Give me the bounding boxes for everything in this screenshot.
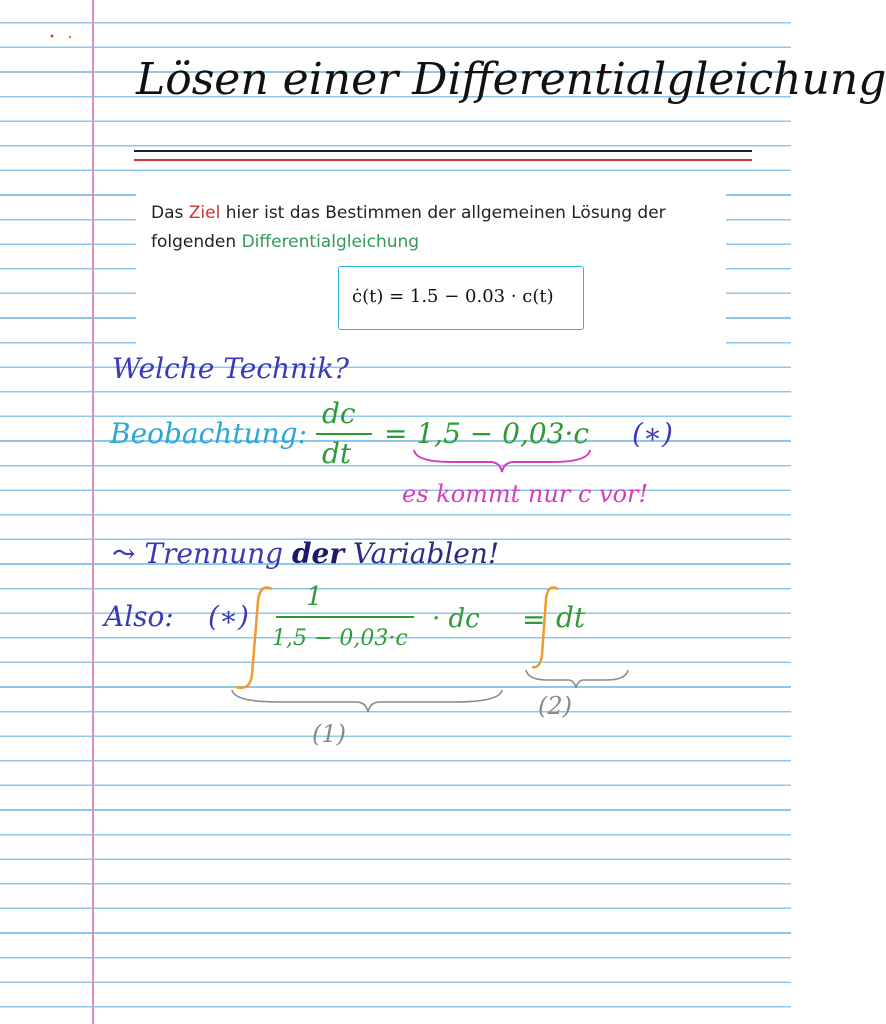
equation-rhs: = 1,5 − 0,03·c (384, 417, 590, 450)
fraction-denominator-dt: dt (322, 437, 352, 470)
also-label: Also: (104, 600, 174, 633)
label-1: (1) (312, 720, 346, 748)
integrand-numerator: 1 (306, 582, 323, 612)
intro-line-1 (151, 203, 666, 223)
star-marker: (∗) (632, 417, 673, 450)
intro-text-das: Das (151, 203, 184, 223)
method-line (112, 537, 500, 570)
label-2: (2) (538, 692, 572, 720)
brace-note: es kommt nur c vor! (402, 480, 649, 508)
integral-sign-left-icon (228, 583, 278, 693)
fraction-numerator-dc: dc (322, 397, 356, 430)
page-title: Lösen einer Differentialgleichung (136, 54, 886, 105)
underbrace-magenta (412, 448, 592, 476)
integral-equals: = (522, 603, 546, 636)
method-word-trennung: Trennung (144, 537, 284, 570)
intro-line-2 (151, 232, 419, 252)
intro-text-folgenden: folgenden (151, 232, 237, 252)
stray-marks (48, 30, 88, 42)
title-underline-red (134, 159, 752, 161)
method-word-variablen: Variablen! (353, 537, 500, 570)
underbrace-left-gray (230, 688, 504, 716)
also-star-marker: (∗) (208, 600, 249, 633)
title-underline-black (134, 150, 752, 152)
fraction-bar (316, 433, 372, 435)
intro-text-rest: hier ist das Bestimmen der allgemeinen Lösung der (225, 203, 666, 223)
rhs-integrand-dt: dt (556, 601, 586, 634)
integrand-denominator: 1,5 − 0,03·c (272, 626, 408, 651)
equation-name: Differentialgleichung (241, 232, 420, 252)
observation-label: Beobachtung: (110, 417, 308, 450)
differential-equation: ċ(t) = 1.5 − 0.03 · c(t) (352, 286, 554, 307)
method-word-der: der (291, 537, 345, 570)
question-technique: Welche Technik? (112, 352, 349, 385)
integrand-fraction-bar (276, 616, 414, 618)
goal-word: Ziel (188, 203, 221, 223)
squiggle-arrow-icon: ⤳ (112, 537, 136, 570)
margin-line (92, 0, 94, 1024)
integrand-dc: · dc (432, 604, 480, 634)
underbrace-right-gray (524, 668, 630, 692)
